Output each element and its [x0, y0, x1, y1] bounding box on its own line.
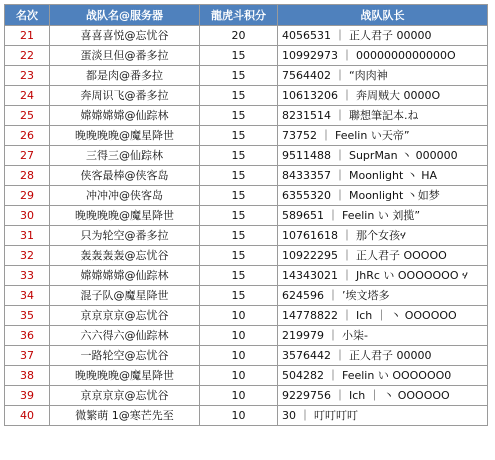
leader-cell: 14343021 ｜ JhRc い OOOOOOO ሃ	[278, 266, 488, 286]
team-cell: 一路轮空@忘忧谷	[50, 346, 200, 366]
score-cell: 20	[200, 26, 278, 46]
score-cell: 15	[200, 86, 278, 106]
leader-cell: 9511488 ｜ SuprMan 丶 000000	[278, 146, 488, 166]
leader-cell: 504282 ｜ Feelin い OOOOOO0	[278, 366, 488, 386]
table-row	[5, 146, 488, 166]
leader-cell: 6355320 ｜ Moonlight 丶如梦	[278, 186, 488, 206]
score-cell: 15	[200, 206, 278, 226]
team-cell: 六六得六@仙踪林	[50, 326, 200, 346]
header-score: 龍虎斗积分	[200, 5, 278, 26]
rank-cell: 38	[5, 366, 50, 386]
score-cell: 15	[200, 146, 278, 166]
table-body	[5, 26, 488, 426]
rank-cell: 21	[5, 26, 50, 46]
score-cell: 15	[200, 126, 278, 146]
team-cell: 只为轮空@番多拉	[50, 226, 200, 246]
rank-cell: 29	[5, 186, 50, 206]
table-row	[5, 286, 488, 306]
rank-cell: 22	[5, 46, 50, 66]
rank-cell: 33	[5, 266, 50, 286]
team-cell: 晚晚晚晚@魔星降世	[50, 206, 200, 226]
score-cell: 10	[200, 346, 278, 366]
rank-cell: 37	[5, 346, 50, 366]
score-cell: 10	[200, 386, 278, 406]
rank-cell: 27	[5, 146, 50, 166]
table-row	[5, 106, 488, 126]
rank-cell: 32	[5, 246, 50, 266]
team-cell: 喜喜喜悦@忘忧谷	[50, 26, 200, 46]
score-cell: 15	[200, 286, 278, 306]
table-row	[5, 306, 488, 326]
table-row	[5, 46, 488, 66]
header-row	[5, 5, 488, 26]
team-cell: 蛋淡旦但@番多拉	[50, 46, 200, 66]
team-cell: 微繁萌 1@寒芒先至	[50, 406, 200, 426]
table-row	[5, 366, 488, 386]
header-team: 战队名@服务器	[50, 5, 200, 26]
leader-cell: 10613206 ｜ 奔周贼大 0000O	[278, 86, 488, 106]
score-cell: 15	[200, 46, 278, 66]
table-row	[5, 406, 488, 426]
header-leader: 战队队长	[278, 5, 488, 26]
rank-cell: 24	[5, 86, 50, 106]
score-cell: 10	[200, 366, 278, 386]
score-cell: 15	[200, 66, 278, 86]
score-cell: 15	[200, 226, 278, 246]
rank-cell: 28	[5, 166, 50, 186]
table-row	[5, 386, 488, 406]
ranking-table	[4, 4, 488, 426]
table-row	[5, 126, 488, 146]
table-row	[5, 326, 488, 346]
rank-cell: 35	[5, 306, 50, 326]
team-cell: 晚晚晚晚@魔星降世	[50, 366, 200, 386]
leader-cell: 589651 ｜ Feelin い 刘揽”	[278, 206, 488, 226]
score-cell: 15	[200, 246, 278, 266]
rank-cell: 40	[5, 406, 50, 426]
rank-cell: 25	[5, 106, 50, 126]
leader-cell: 8433357 ｜ Moonlight 丶 HA	[278, 166, 488, 186]
rank-cell: 36	[5, 326, 50, 346]
score-cell: 15	[200, 186, 278, 206]
table-row	[5, 186, 488, 206]
leader-cell: 8231514 ｜ 聯想筆記本.ね	[278, 106, 488, 126]
table-row	[5, 86, 488, 106]
team-cell: 晚晚晚晚@魔星降世	[50, 126, 200, 146]
leader-cell: 4056531 ｜ 正人君子 00000	[278, 26, 488, 46]
score-cell: 10	[200, 326, 278, 346]
score-cell: 15	[200, 266, 278, 286]
team-cell: 冲冲冲@侠客岛	[50, 186, 200, 206]
rank-cell: 34	[5, 286, 50, 306]
leader-cell: 3576442 ｜ 正人君子 00000	[278, 346, 488, 366]
team-cell: 三得三@仙踪林	[50, 146, 200, 166]
table-row	[5, 246, 488, 266]
table-row	[5, 226, 488, 246]
leader-cell: 10761618 ｜ 那个女孩ሃ	[278, 226, 488, 246]
header-rank: 名次	[5, 5, 50, 26]
table-row	[5, 26, 488, 46]
team-cell: 都是肉@番多拉	[50, 66, 200, 86]
rank-cell: 31	[5, 226, 50, 246]
table-row	[5, 206, 488, 226]
leader-cell: 73752 ｜ Feelin い天帝”	[278, 126, 488, 146]
team-cell: 侠客最棒@侠客岛	[50, 166, 200, 186]
leader-cell: 10922295 ｜ 正人君子 OOOOO	[278, 246, 488, 266]
rank-cell: 30	[5, 206, 50, 226]
team-cell: 嫦嫦嫦嫦@仙踪林	[50, 106, 200, 126]
score-cell: 10	[200, 306, 278, 326]
score-cell: 15	[200, 166, 278, 186]
team-cell: 京京京京@忘忧谷	[50, 306, 200, 326]
table-row	[5, 346, 488, 366]
rank-cell: 23	[5, 66, 50, 86]
table-header	[5, 5, 488, 26]
leader-cell: 14778822 ｜ Ich ｜ 丶 OOOOOO	[278, 306, 488, 326]
team-cell: 嫦嫦嫦嫦@仙踪林	[50, 266, 200, 286]
leader-cell: 219979 ｜ 小柒-	[278, 326, 488, 346]
leader-cell: 624596 ｜ ’埃文塔多	[278, 286, 488, 306]
leader-cell: 9229756 ｜ Ich ｜ 丶 OOOOOO	[278, 386, 488, 406]
score-cell: 15	[200, 106, 278, 126]
team-cell: 轰轰轰轰@忘忧谷	[50, 246, 200, 266]
team-cell: 京京京京@忘忧谷	[50, 386, 200, 406]
table-row	[5, 166, 488, 186]
rank-cell: 39	[5, 386, 50, 406]
table-row	[5, 266, 488, 286]
leader-cell: 7564402 ｜ “肉肉神	[278, 66, 488, 86]
table-row	[5, 66, 488, 86]
team-cell: 混子队@魔星降世	[50, 286, 200, 306]
rank-cell: 26	[5, 126, 50, 146]
team-cell: 奔周识飞@番多拉	[50, 86, 200, 106]
leader-cell: 10992973 ｜ 0000000000000O	[278, 46, 488, 66]
score-cell: 10	[200, 406, 278, 426]
leader-cell: 30 ｜ 叮叮叮叮	[278, 406, 488, 426]
